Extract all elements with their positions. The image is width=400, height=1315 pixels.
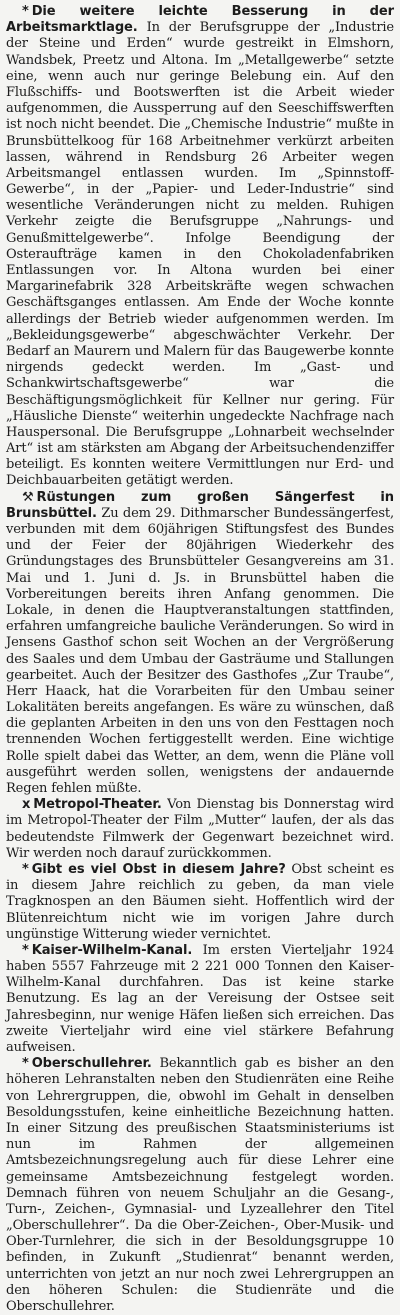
article-headline: Rüstungen zum großen Sängerfest in Brunsbüttel. <box>6 489 394 521</box>
article-obst <box>6 862 394 943</box>
article-body: Bekanntlich gab es bisher an den höheren Lehranstalten neben den Studienräten eine Reihe von Lehrergruppen, die, obwohl im Gehalt in denselben Besoldungsstufen, keine einheitliche Bezeichnung hatten. In einer Sitzung des preußischen Staatsministeriums ist nun im Rahmen der allgemeinen Amtsbezeichnungsregelung auch für diese Lehrer eine gemeinsame Amtsbezeichnung festgelegt worden. Demnach führen von neuem Schuljahr an die Gesang-, Turn-, Zeichen-, Gymnasial- und Lyzeallehrer den Titel „Oberschullehrer“. Da die Ober-Zeichen-, Ober-Musik- und Ober-Turnlehrer, die sich in der Besoldungsgruppe 10 befinden, in Zukunft „Studienrat“ benannt werden, unterrichten von jetzt an nur noch zwei Lehrergruppen an den höheren Schulen: die Studienräte und die Oberschullehrer. <box>6 1056 394 1314</box>
article-marker: * <box>22 861 29 877</box>
article-saengerfest <box>6 490 394 798</box>
article-body: Von Dienstag bis Donnerstag wird im Metropol-Theater der Film „Mutter“ laufen, der als das bedeutendste Filmwerk der Gegenwart bezeichnet wird. Wir werden noch darauf zurückkommen. <box>6 797 394 861</box>
article-marker: * <box>22 1056 29 1072</box>
article-marker: ⚒ <box>22 489 34 505</box>
article-oberschullehrer <box>6 1056 394 1315</box>
article-marker: x <box>22 797 31 813</box>
article-marker: * <box>22 4 29 19</box>
article-body: Obst scheint es in diesem Jahre reichlich zu geben, da man viele Tragknospen an den Bäumen sieht. Hoffentlich wird der Blütenreichtum nicht wie im vorigen Jahre durch ungünstige Witterung wieder vernichtet. <box>6 861 394 942</box>
article-headline: Kaiser-Wilhelm-Kanal. <box>31 942 193 958</box>
article-body: In der Berufsgruppe der „Industrie der Steine und Erden“ wurde gestreikt in Elmshorn, Wandsbek, Preetz und Altona. Im „Metallgewerbe“ setzte eine, wenn auch nur geringe Belebung ein. Auf den Flußschiffs- und Bootswerften ist die Arbeit wieder aufgenommen, die Aussperrung auf den Seeschiffswerften ist noch nicht beendet. Die „Chemische Industrie“ mußte in Brunsbüttelkoog für 168 Arbeitnehmer verkürzt arbeiten lassen, während in Rendsburg 26 Arbeiter wegen Arbeitsmangel entlassen wurden. Im „Spinnstoff-Gewerbe“, in der „Papier- und Leder-Industrie“ sind wesentliche Veränderungen nicht zu melden. Ruhigen Verkehr zeigte die Berufsgruppe „Nahrungs- und Genußmittelgewerbe“. Infolge Beendigung der Osteraufträge kamen in den Chokoladenfabriken Entlassungen vor. In Altona wurden bei einer Margarinefabrik 328 Arbeitskräfte wegen schwachen Geschäftsganges entlassen. Am Ende der Woche konnte allerdings der Betrieb wieder aufgenommen werden. Im „Bekleidungsgewerbe“ abgeschwächter Verkehr. Der Bedarf an Maurern und Malern für das Baugewerbe konnte nirgends gedeckt werden. Im „Gast- und Schankwirtschaftsgewerbe“ war die Beschäftigungsmöglichkeit für Kellner nur gering. Für „Häusliche Dienste“ weiterhin ungedeckte Nachfrage nach Hauspersonal. Die Berufsgruppe „Lohnarbeit wechselnder Art“ ist am stärksten am Abgang der Arbeitsuchendenziffer beteiligt. Es konnten weitere Vermittlungen nur Erd- und Deichbauarbeiten getätigt werden. <box>6 20 395 489</box>
article-headline: Gibt es viel Obst in diesem Jahre? <box>31 861 286 877</box>
article-metropol-theater <box>6 797 394 862</box>
newspaper-column <box>6 4 394 1315</box>
article-body: Im ersten Vierteljahr 1924 haben 5557 Fahrzeuge mit 2 221 000 Tonnen den Kaiser-Wilhelm-Kanal durchfahren. Das ist keine starke Benutzung. Es lag an der Vereisung der Ostsee seit Jahresbeginn, nur wenige Häfen ließen sich erreichen. Das zweite Vierteljahr wird eine viel stärkere Befahrung aufweisen. <box>6 942 395 1055</box>
article-body: Zu dem 29. Dithmarscher Bundessängerfest, verbunden mit dem 60jährigen Stiftungsfest des Bundes und der Feier der 80jährigen Wiederkehr des Gründungstages des Brunsbütteler Gesangvereins am 31. Mai und 1. Juni d. Js. in Brunsbüttel haben die Vorbereitungen bereits ihren Anfang genommen. Die Lokale, in denen die Hauptveranstaltungen stattfinden, erfahren umfangreiche bauliche Veränderungen. So wird in Jensens Gasthof schon seit Wochen an der Vergrößerung des Saales und dem Umbau der Gasträume und Stallungen gearbeitet. Auch der Besitzer des Gasthofes „Zur Traube“, Herr Haack, hat die Vorarbeiten für den Umbau seiner Lokalitäten bereits angefangen. Es wäre zu wünschen, daß die geplanten Arbeiten in den uns von den Festtagen noch trennenden Wochen fertiggestellt werden. Eine wichtige Rolle spielt dabei das Wetter, an dem, wenn die Pläne voll ausgeführt werden sollen, wenigstens der andauernde Regen fehlen müßte. <box>6 505 395 796</box>
article-arbeitsmarktlage <box>6 4 394 490</box>
article-headline: Metropol-Theater. <box>33 797 162 813</box>
article-marker: * <box>22 942 29 958</box>
article-kaiser-wilhelm-kanal <box>6 943 394 1056</box>
article-headline: Die weitere leichte Besserung in der Arbeitsmarktlage. <box>6 4 394 36</box>
article-headline: Oberschullehrer. <box>31 1056 152 1072</box>
